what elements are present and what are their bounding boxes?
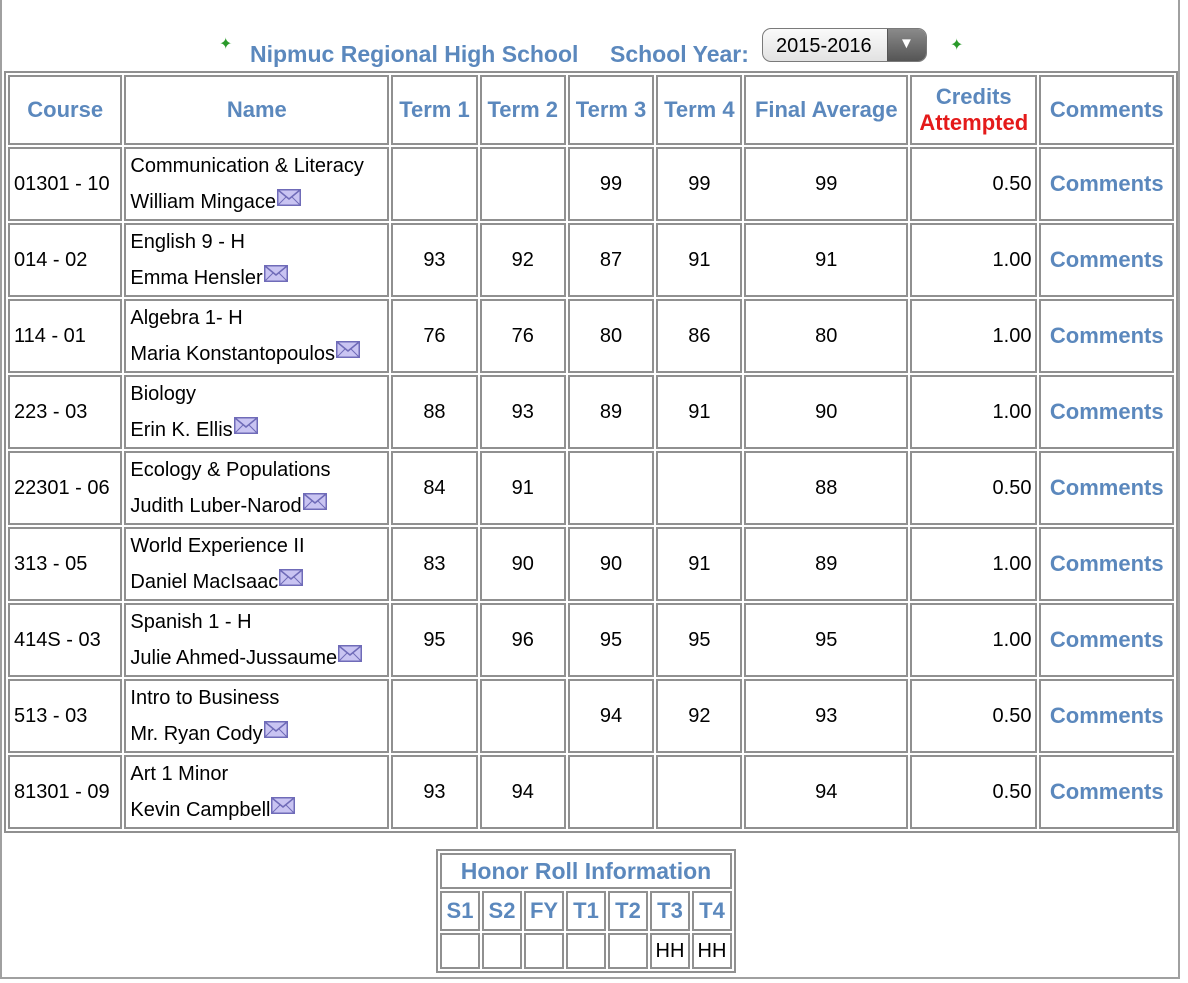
term4-grade: 91 bbox=[656, 223, 742, 297]
comments-link[interactable]: Comments bbox=[1039, 451, 1174, 525]
honor-roll-term-s1: S1 bbox=[440, 891, 480, 931]
comments-link[interactable]: Comments bbox=[1039, 603, 1174, 677]
term3-grade: 80 bbox=[568, 299, 654, 373]
credits-attempted: 1.00 bbox=[910, 527, 1037, 601]
final-average: 80 bbox=[744, 299, 908, 373]
final-average: 88 bbox=[744, 451, 908, 525]
term3-grade: 90 bbox=[568, 527, 654, 601]
table-row bbox=[8, 527, 1174, 601]
course-title: English 9 - H bbox=[130, 231, 245, 253]
teacher-line bbox=[130, 639, 383, 675]
course-code: 223 - 03 bbox=[8, 375, 122, 449]
credits-attempted: 0.50 bbox=[910, 451, 1037, 525]
column-header-course: Course bbox=[8, 75, 122, 145]
term2-grade: 93 bbox=[480, 375, 566, 449]
email-icon[interactable] bbox=[264, 259, 288, 276]
dropdown-button[interactable] bbox=[887, 29, 926, 61]
term4-grade: 95 bbox=[656, 603, 742, 677]
table-row bbox=[8, 603, 1174, 677]
comments-link[interactable]: Comments bbox=[1039, 755, 1174, 829]
term2-grade bbox=[480, 147, 566, 221]
honor-roll-term-t3: T3 bbox=[650, 891, 690, 931]
course-code: 81301 - 09 bbox=[8, 755, 122, 829]
honor-roll-value-s2 bbox=[482, 933, 522, 969]
comments-link[interactable]: Comments bbox=[1039, 299, 1174, 373]
credits-attempted: 1.00 bbox=[910, 375, 1037, 449]
term4-grade bbox=[656, 451, 742, 525]
course-title: Art 1 Minor bbox=[130, 763, 229, 785]
star-icon: ✦ bbox=[950, 37, 964, 54]
term2-grade: 92 bbox=[480, 223, 566, 297]
course-name-cell bbox=[124, 603, 389, 677]
credits-attempted: 0.50 bbox=[910, 147, 1037, 221]
term1-grade bbox=[391, 147, 477, 221]
teacher-name: Judith Luber-Narod bbox=[130, 495, 302, 517]
teacher-line bbox=[130, 335, 383, 371]
teacher-line bbox=[130, 487, 383, 523]
teacher-line bbox=[130, 183, 383, 219]
honor-roll-term-s2: S2 bbox=[482, 891, 522, 931]
course-name-cell bbox=[124, 527, 389, 601]
column-header-term3: Term 3 bbox=[568, 75, 654, 145]
final-average: 99 bbox=[744, 147, 908, 221]
term4-grade bbox=[656, 755, 742, 829]
teacher-name: Erin K. Ellis bbox=[130, 419, 233, 441]
grades-table bbox=[4, 71, 1178, 833]
final-average: 94 bbox=[744, 755, 908, 829]
course-code: 513 - 03 bbox=[8, 679, 122, 753]
teacher-line bbox=[130, 715, 383, 751]
term2-grade bbox=[480, 679, 566, 753]
comments-link[interactable]: Comments bbox=[1039, 223, 1174, 297]
credits-attempted: 1.00 bbox=[910, 223, 1037, 297]
credits-attempted: 0.50 bbox=[910, 755, 1037, 829]
term1-grade: 93 bbox=[391, 223, 477, 297]
course-code: 014 - 02 bbox=[8, 223, 122, 297]
term2-grade: 91 bbox=[480, 451, 566, 525]
term1-grade: 83 bbox=[391, 527, 477, 601]
term4-grade: 92 bbox=[656, 679, 742, 753]
column-header-term1: Term 1 bbox=[391, 75, 477, 145]
course-name-cell bbox=[124, 223, 389, 297]
teacher-name: Kevin Campbell bbox=[130, 799, 271, 821]
honor-roll-value-t1 bbox=[566, 933, 606, 969]
teacher-line bbox=[130, 563, 383, 599]
school-year-value: 2015-2016 bbox=[776, 35, 872, 57]
honor-roll-table bbox=[436, 849, 736, 973]
comments-link[interactable]: Comments bbox=[1039, 527, 1174, 601]
term2-grade: 90 bbox=[480, 527, 566, 601]
course-code: 313 - 05 bbox=[8, 527, 122, 601]
course-name-cell bbox=[124, 679, 389, 753]
attempted-label: Attempted bbox=[919, 110, 1029, 135]
credits-label: Credits bbox=[935, 84, 1012, 109]
honor-roll-value-fy bbox=[524, 933, 564, 969]
teacher-line bbox=[130, 791, 383, 827]
credits-attempted: 0.50 bbox=[910, 679, 1037, 753]
course-name-cell bbox=[124, 375, 389, 449]
course-title: World Experience II bbox=[130, 535, 305, 557]
course-code: 22301 - 06 bbox=[8, 451, 122, 525]
term1-grade: 88 bbox=[391, 375, 477, 449]
school-year-label: School Year: bbox=[610, 41, 749, 67]
term1-grade: 95 bbox=[391, 603, 477, 677]
credits-attempted: 1.00 bbox=[910, 299, 1037, 373]
email-icon[interactable] bbox=[279, 563, 303, 580]
teacher-name: Emma Hensler bbox=[130, 267, 263, 289]
term3-grade: 99 bbox=[568, 147, 654, 221]
email-icon[interactable] bbox=[336, 335, 360, 352]
term2-grade: 94 bbox=[480, 755, 566, 829]
honor-roll-value-t3: HH bbox=[650, 933, 690, 969]
honor-roll-term-t2: T2 bbox=[608, 891, 648, 931]
final-average: 91 bbox=[744, 223, 908, 297]
final-average: 93 bbox=[744, 679, 908, 753]
term4-grade: 91 bbox=[656, 527, 742, 601]
term2-grade: 96 bbox=[480, 603, 566, 677]
term1-grade: 84 bbox=[391, 451, 477, 525]
term3-grade: 87 bbox=[568, 223, 654, 297]
column-header-final-average: Final Average bbox=[744, 75, 908, 145]
term3-grade bbox=[568, 451, 654, 525]
course-title: Spanish 1 - H bbox=[130, 611, 252, 633]
column-header-name: Name bbox=[124, 75, 389, 145]
course-code: 01301 - 10 bbox=[8, 147, 122, 221]
email-icon[interactable] bbox=[271, 791, 295, 808]
table-row bbox=[8, 755, 1174, 829]
table-row bbox=[8, 451, 1174, 525]
star-icon: ✦ bbox=[219, 36, 233, 53]
honor-roll-term-t4: T4 bbox=[692, 891, 732, 931]
column-header-comments: Comments bbox=[1039, 75, 1174, 145]
teacher-line bbox=[130, 411, 383, 447]
column-header-term2: Term 2 bbox=[480, 75, 566, 145]
teacher-name: Julie Ahmed-Jussaume bbox=[130, 647, 338, 669]
comments-link[interactable]: Comments bbox=[1039, 679, 1174, 753]
teacher-name: Maria Konstantopoulos bbox=[130, 343, 335, 365]
course-name-cell bbox=[124, 147, 389, 221]
term3-grade bbox=[568, 755, 654, 829]
term3-grade: 89 bbox=[568, 375, 654, 449]
credits-attempted: 1.00 bbox=[910, 603, 1037, 677]
final-average: 90 bbox=[744, 375, 908, 449]
school-year-select[interactable] bbox=[762, 28, 927, 62]
term4-grade: 99 bbox=[656, 147, 742, 221]
term1-grade bbox=[391, 679, 477, 753]
table-header-row bbox=[8, 75, 1174, 145]
teacher-name: Mr. Ryan Cody bbox=[130, 723, 263, 745]
course-code: 114 - 01 bbox=[8, 299, 122, 373]
table-row bbox=[8, 299, 1174, 373]
final-average: 89 bbox=[744, 527, 908, 601]
course-title: Ecology & Populations bbox=[130, 459, 331, 481]
teacher-name: Daniel MacIsaac bbox=[130, 571, 279, 593]
page-header bbox=[0, 28, 1180, 68]
honor-roll-values-row bbox=[440, 933, 732, 969]
course-name-cell bbox=[124, 299, 389, 373]
final-average: 95 bbox=[744, 603, 908, 677]
email-icon[interactable] bbox=[338, 639, 362, 656]
teacher-name: William Mingace bbox=[130, 191, 276, 213]
course-name-cell bbox=[124, 755, 389, 829]
honor-roll-term-t1: T1 bbox=[566, 891, 606, 931]
term2-grade: 76 bbox=[480, 299, 566, 373]
column-header-term4: Term 4 bbox=[656, 75, 742, 145]
term4-grade: 91 bbox=[656, 375, 742, 449]
email-icon[interactable] bbox=[303, 487, 327, 504]
chevron-down-icon: ▼ bbox=[899, 35, 914, 52]
term1-grade: 93 bbox=[391, 755, 477, 829]
table-row bbox=[8, 223, 1174, 297]
course-title: Biology bbox=[130, 383, 196, 405]
honor-roll-value-t4: HH bbox=[692, 933, 732, 969]
term1-grade: 76 bbox=[391, 299, 477, 373]
honor-roll-term-fy: FY bbox=[524, 891, 564, 931]
table-row bbox=[8, 375, 1174, 449]
email-icon[interactable] bbox=[264, 715, 288, 732]
honor-roll-value-s1 bbox=[440, 933, 480, 969]
term3-grade: 95 bbox=[568, 603, 654, 677]
table-row bbox=[8, 147, 1174, 221]
course-title: Algebra 1- H bbox=[130, 307, 243, 329]
course-title: Intro to Business bbox=[130, 687, 280, 709]
table-row bbox=[8, 679, 1174, 753]
comments-link[interactable]: Comments bbox=[1039, 375, 1174, 449]
comments-link[interactable]: Comments bbox=[1039, 147, 1174, 221]
teacher-line bbox=[130, 259, 383, 295]
course-name-cell bbox=[124, 451, 389, 525]
honor-roll-terms-row bbox=[440, 891, 732, 931]
email-icon[interactable] bbox=[277, 183, 301, 200]
honor-roll-value-t2 bbox=[608, 933, 648, 969]
course-title: Communication & Literacy bbox=[130, 155, 364, 177]
term4-grade: 86 bbox=[656, 299, 742, 373]
term3-grade: 94 bbox=[568, 679, 654, 753]
honor-roll-title: Honor Roll Information bbox=[440, 853, 732, 889]
school-name: Nipmuc Regional High School bbox=[250, 41, 579, 67]
course-code: 414S - 03 bbox=[8, 603, 122, 677]
column-header-credits bbox=[910, 75, 1037, 145]
email-icon[interactable] bbox=[234, 411, 258, 428]
